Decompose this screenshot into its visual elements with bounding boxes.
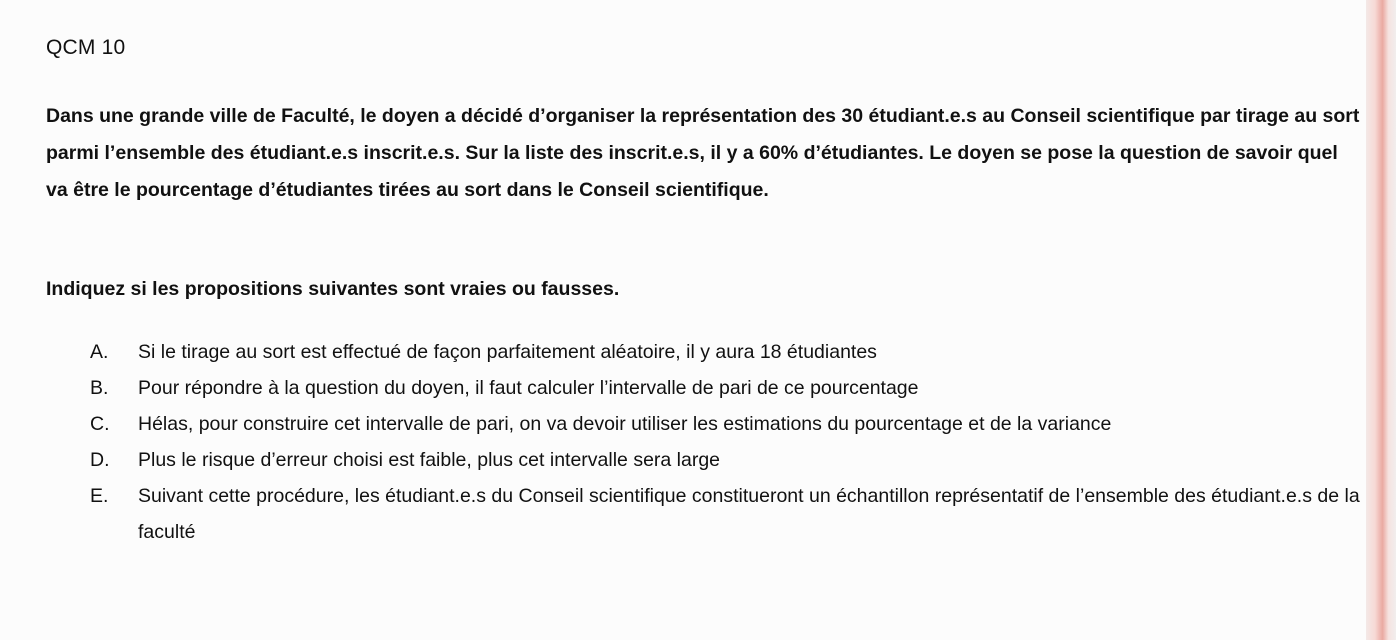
question-instruction: Indiquez si les propositions suivantes sont vraies ou fausses. [46,278,620,300]
option-letter: A. [90,341,109,363]
question-title: QCM 10 [46,36,126,59]
option-text: Plus le risque d’erreur choisi est faible, plus cet intervalle sera large [138,449,721,471]
option-b [90,370,1360,406]
answer-options-list [90,334,1360,550]
question-stem: Dans une grande ville de Faculté, le doyen a décidé d’organiser la représentation des 30 étudiant.e.s au Conseil scientifique par tirage au sort parmi l’ensemble des étudiant.e.s inscrit.e.s. Sur la liste des inscrit.e.s, il y a 60% d’étudiantes. Le doyen se pose la question de savoir quel va être le pourcentage d’étudiantes tirées au sort dans le Conseil scientifique. [46,105,1360,201]
option-c [90,406,1360,442]
option-e [90,478,1360,550]
option-letter: E. [90,485,109,507]
option-d [90,442,1360,478]
option-letter: D. [90,449,110,471]
option-a [90,334,1360,370]
option-text: Pour répondre à la question du doyen, il faut calculer l’intervalle de pari de ce pourcentage [138,377,919,399]
option-letter: C. [90,413,110,435]
option-text: Suivant cette procédure, les étudiant.e.s du Conseil scientifique constitueront un échantillon représentatif de l’ensemble des étudiant.e.s de la faculté [138,485,1360,543]
option-letter: B. [90,377,109,399]
option-text: Hélas, pour construire cet intervalle de pari, on va devoir utiliser les estimations du pourcentage et de la variance [138,413,1112,435]
page-edge-strip [1366,0,1396,640]
option-text: Si le tirage au sort est effectué de façon parfaitement aléatoire, il y aura 18 étudiantes [138,341,877,363]
